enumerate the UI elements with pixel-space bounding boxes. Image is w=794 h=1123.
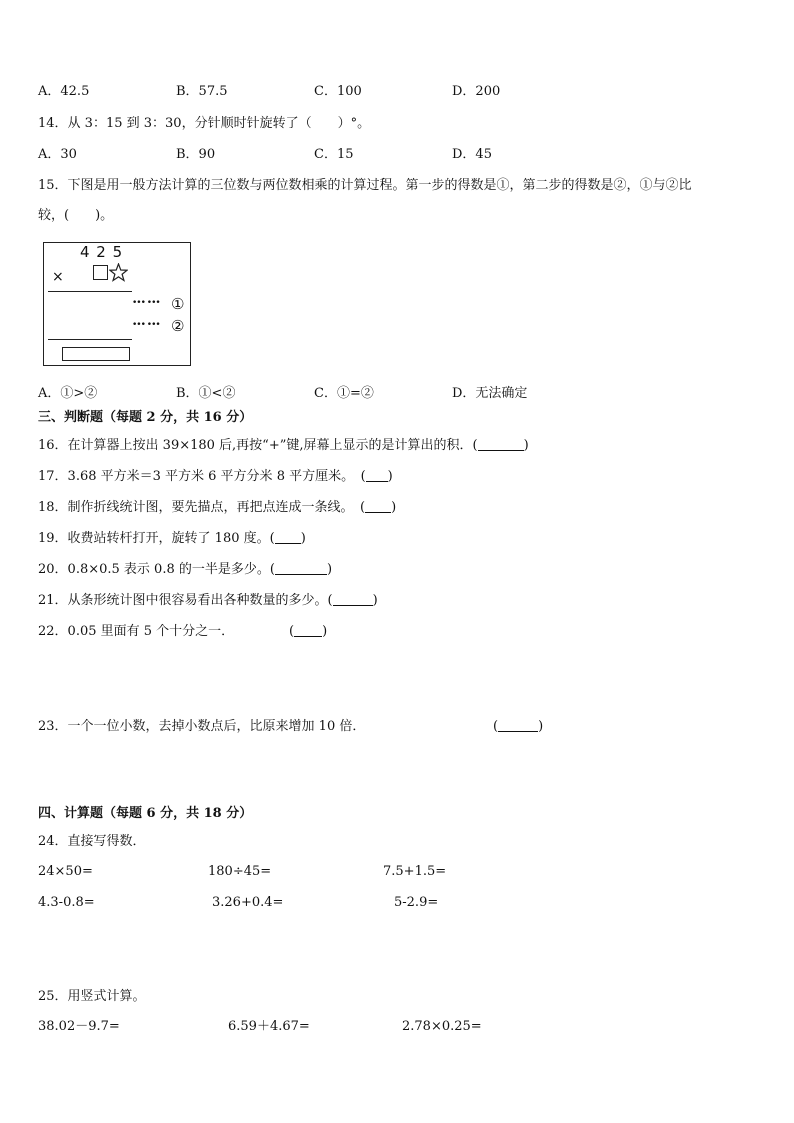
q19-close: ) [300, 531, 306, 546]
q24-item-2: 180÷45= [208, 864, 272, 879]
q16-answer-blank[interactable] [478, 438, 524, 451]
figure-rule-2 [48, 339, 132, 340]
q13-option-b: B．57.5 [176, 84, 228, 99]
star-placeholder-icon [109, 263, 128, 282]
q15-option-a: A．①>② [38, 386, 98, 401]
q17-close: ) [387, 469, 393, 484]
q22 [38, 623, 234, 641]
figure-top-number: 4 2 5 [80, 243, 124, 261]
q15-option-b: B．①<② [176, 386, 236, 401]
q22-answer-blank[interactable] [294, 624, 322, 637]
q15-option-d: D．无法确定 [452, 386, 528, 401]
section4-heading: 四、计算题（每题 6 分，共 18 分） [38, 806, 253, 821]
figure-times-sign: × [52, 269, 64, 285]
q25-item-3: 2.78×0.25= [402, 1019, 482, 1034]
q14-option-b: B．90 [176, 147, 216, 162]
figure-marker-1: ① [171, 295, 185, 313]
q14-stem: 14．从 3：15 到 3：30，分针顺时针旋转了（ ）°。 [38, 116, 371, 131]
q13-option-a: A．42.5 [38, 84, 90, 99]
q19-text: 19．收费站转杆打开，旋转了 180 度。( [38, 531, 275, 546]
q25-stem: 25．用竖式计算。 [38, 989, 146, 1004]
q25-item-1: 38.02－9.7= [38, 1019, 120, 1034]
q20-close: ) [326, 562, 333, 577]
section3-heading: 三、判断题（每题 2 分，共 16 分） [38, 410, 253, 425]
q23-text: 23．一个一位小数，去掉小数点后，比原来增加 10 倍． [38, 719, 366, 734]
q22-text: 22．0.05 里面有 5 个十分之一． [38, 624, 235, 639]
q17-text: 17．3.68 平方米＝3 平方米 6 平方分米 8 平方厘米。 ( [38, 469, 366, 484]
q15-stem-line1: 15．下图是用一般方法计算的三位数与两位数相乘的计算过程。第一步的得数是①，第二步的得数是②，①与②比 [38, 178, 692, 193]
q23 [38, 718, 365, 736]
q18-text: 18．制作折线统计图，要先描点，再把点连成一条线。 ( [38, 500, 366, 515]
q21-text: 21．从条形统计图中很容易看出各种数量的多少。( [38, 593, 333, 608]
q18-answer-blank[interactable] [365, 500, 391, 513]
q15-stem-line2: 较，( )。 [38, 208, 114, 223]
q23-answer-blank[interactable] [498, 719, 538, 732]
q23-open: ( [493, 719, 499, 734]
q23-close: ) [538, 719, 544, 734]
q20 [38, 561, 332, 579]
q22-open: ( [289, 624, 295, 639]
q21 [38, 592, 378, 610]
q24-item-4: 4.3-0.8= [38, 895, 95, 910]
q25-item-2: 6.59＋4.67= [228, 1019, 310, 1034]
q13-option-c: C．100 [314, 84, 362, 99]
figure-rule-1 [48, 291, 132, 292]
figure-dots-2: ••• ••• [132, 320, 160, 330]
q24-stem: 24．直接写得数． [38, 834, 146, 849]
result-box-placeholder [62, 347, 130, 361]
q21-close: ) [372, 593, 378, 608]
q23-answer [493, 718, 543, 736]
figure-dots-1: ••• ••• [132, 298, 160, 308]
q14-option-c: C．15 [314, 147, 354, 162]
q17-answer-blank[interactable] [366, 469, 388, 482]
q24-item-1: 24×50= [38, 864, 93, 879]
q18 [38, 499, 396, 517]
q16-text: 16．在计算器上按出 39×180 后,再按“+”键,屏幕上显示的是计算出的积．( [38, 438, 478, 453]
q14-option-a: A．30 [38, 147, 77, 162]
q22-answer [289, 623, 327, 641]
q22-close: ) [322, 624, 328, 639]
q13-option-d: D．200 [452, 84, 501, 99]
q18-close: ) [391, 500, 397, 515]
q20-answer-blank[interactable] [275, 562, 327, 575]
q24-item-6: 5-2.9= [394, 895, 439, 910]
multiplication-figure [43, 242, 191, 366]
q16-close: ) [523, 438, 529, 453]
q24-item-5: 3.26+0.4= [212, 895, 284, 910]
q20-text: 20．0.8×0.5 表示 0.8 的一半是多少。( [38, 562, 275, 577]
q21-answer-blank[interactable] [333, 593, 373, 606]
figure-marker-2: ② [171, 317, 185, 335]
q19-answer-blank[interactable] [275, 531, 301, 544]
q17 [38, 468, 393, 486]
q24-item-3: 7.5+1.5= [383, 864, 447, 879]
q14-option-d: D．45 [452, 147, 492, 162]
q16 [38, 437, 529, 455]
q19 [38, 530, 306, 548]
square-placeholder-icon [93, 265, 108, 280]
q15-option-c: C．①=② [314, 386, 374, 401]
